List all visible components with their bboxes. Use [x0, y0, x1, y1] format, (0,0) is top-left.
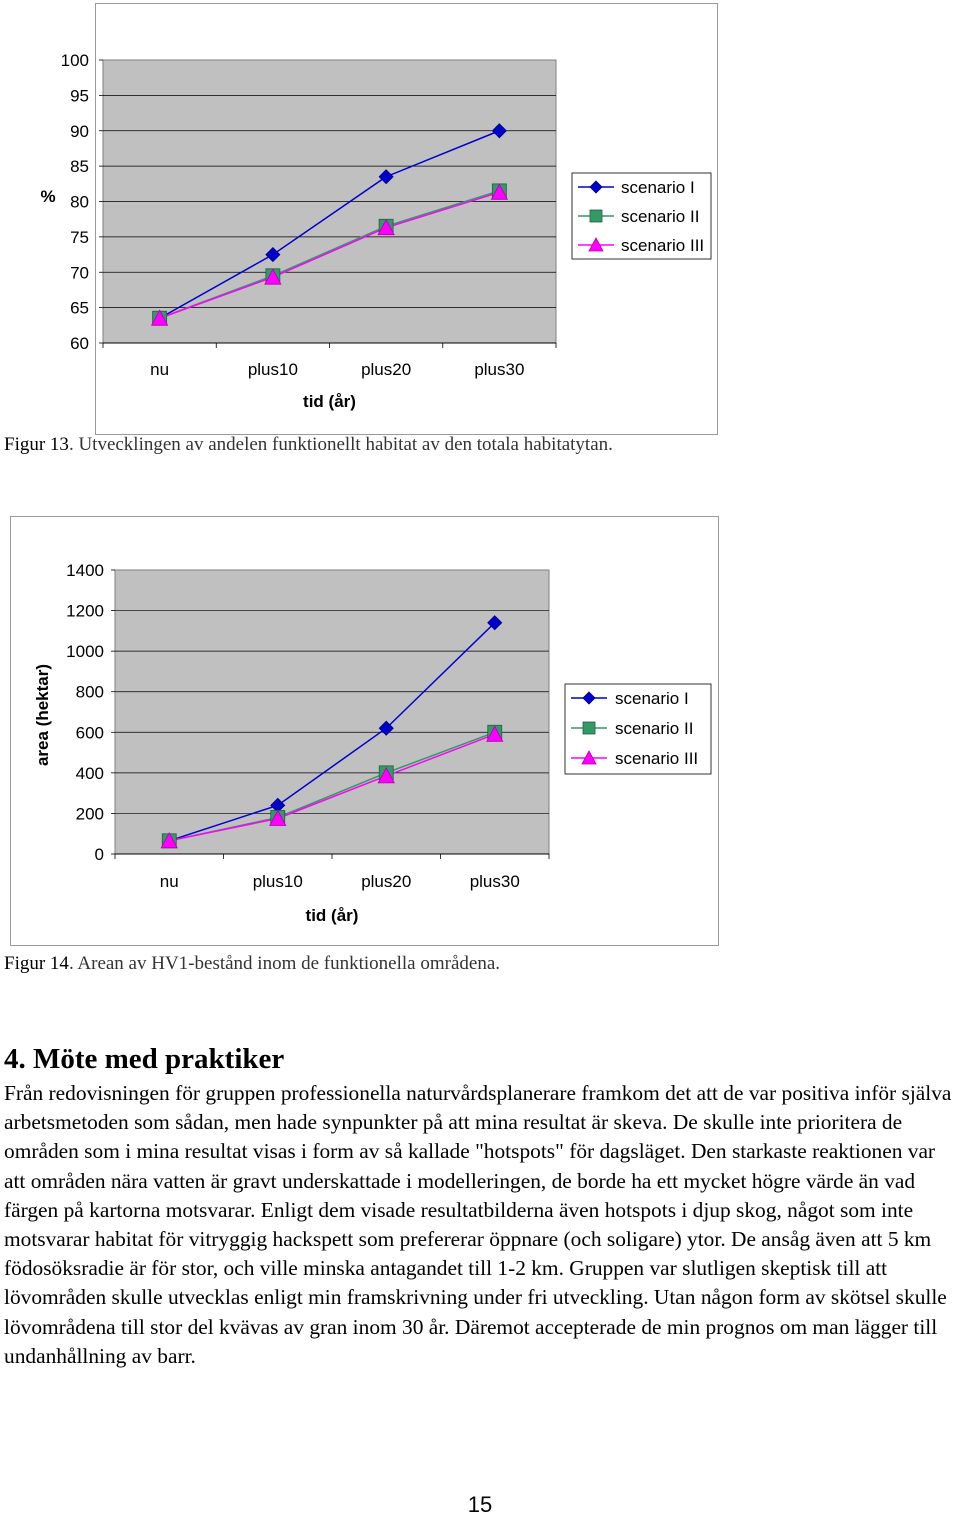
fig14-y-tick-label: 400 [75, 763, 104, 783]
fig14-legend-marker-2 [583, 722, 595, 734]
fig14-x-tick-label: plus30 [469, 872, 520, 891]
fig14-x-tick-label: plus10 [252, 872, 303, 891]
figure-14-caption-text: . Arean av HV1-bestånd inom de funktionella områdena. [68, 953, 500, 974]
fig14-y-tick-label: 1400 [66, 561, 104, 580]
fig14-y-tick-label: 800 [75, 682, 104, 702]
fig13-y-tick-label: 65 [70, 298, 89, 318]
fig14-legend-label-1: scenario I [615, 689, 689, 708]
fig13-legend-label-1: scenario I [621, 178, 695, 197]
fig14-y-axis-label: area (hektar) [33, 663, 52, 767]
fig13-y-tick-label: 85 [70, 157, 89, 177]
fig13-y-axis-label: % [40, 187, 56, 206]
fig13-legend-label-2: scenario II [621, 207, 700, 226]
fig13-x-tick-label: plus30 [474, 360, 525, 379]
fig13-y-tick-label: 70 [70, 263, 89, 283]
fig14-y-tick-label: 1200 [66, 601, 104, 621]
figure-13-caption-label: Figur 13 [4, 434, 69, 455]
fig13-x-tick-label: nu [150, 360, 170, 379]
fig14-y-tick-label: 1000 [66, 642, 104, 662]
fig14-y-tick-label: 200 [75, 804, 104, 824]
fig14-x-tick-label: plus20 [361, 872, 412, 891]
fig14-y-tick-label: 600 [75, 723, 104, 743]
figure-14-caption [4, 952, 500, 976]
fig13-y-tick-label: 80 [70, 192, 89, 212]
fig13-x-tick-label: plus10 [247, 360, 298, 379]
fig14-legend-label-3: scenario III [615, 749, 699, 768]
fig13-y-tick-label: 90 [70, 121, 89, 141]
fig13-x-axis-label: tid (år) [303, 392, 356, 411]
fig14-legend-label-2: scenario II [615, 719, 694, 738]
fig13-y-tick-label: 95 [70, 86, 89, 106]
fig14-x-tick-label: nu [159, 872, 179, 891]
section-body-text: Från redovisningen för gruppen professionella naturvårdsplanerare framkom det att de var positiva inför själva arbetsmetoden som sådan, men hade synpunkter på att mina resultat är skeva. De skulle inte prioritera de områden som i mina resultat visas i form av så kallade "hotspots" för dagsläget. Den starkaste reaktionen var att områden nära vatten är gravt underskattade i modelleringen, de borde ha ett mycket högre värde än vad färgen på kartorna motsvarar. Enligt dem visade resultatbilderna även hotspots i djup skog, något som inte motsvarar habitat för vitryggig hackspett som prefererar öppnare (och soligare) ytor. De ansåg även att 5 km födosöksradie är för stor, och ville minska antagandet till 1-2 km. Gruppen var slutligen skeptisk till att lövområden skulle utvecklas enligt min framskrivning under fri utveckling. Utan någon form av skötsel skulle lövområdena till stor del kvävas av gran inom 30 år. Däremot accepterade de min prognos om man lägger till undanhållning av barr. [4, 1081, 952, 1368]
fig13-x-tick-label: plus20 [361, 360, 412, 379]
fig14-plot-area [115, 570, 549, 854]
figure-14-caption-label: Figur 14 [4, 953, 69, 974]
figure-13-caption-text: . Utvecklingen av andelen funktionellt habitat av den totala habitatytan. [68, 434, 613, 455]
fig13-legend-label-3: scenario III [621, 236, 705, 255]
fig14-y-tick-label: 0 [94, 845, 104, 864]
fig13-y-tick-label: 100 [60, 51, 89, 70]
fig13-y-tick-label: 75 [70, 227, 89, 247]
section-heading: 4. Möte med praktiker [4, 1043, 285, 1075]
fig14-x-axis-label: tid (år) [305, 906, 359, 925]
fig13-y-tick-label: 60 [70, 334, 89, 353]
page-number: 15 [467, 1492, 493, 1517]
